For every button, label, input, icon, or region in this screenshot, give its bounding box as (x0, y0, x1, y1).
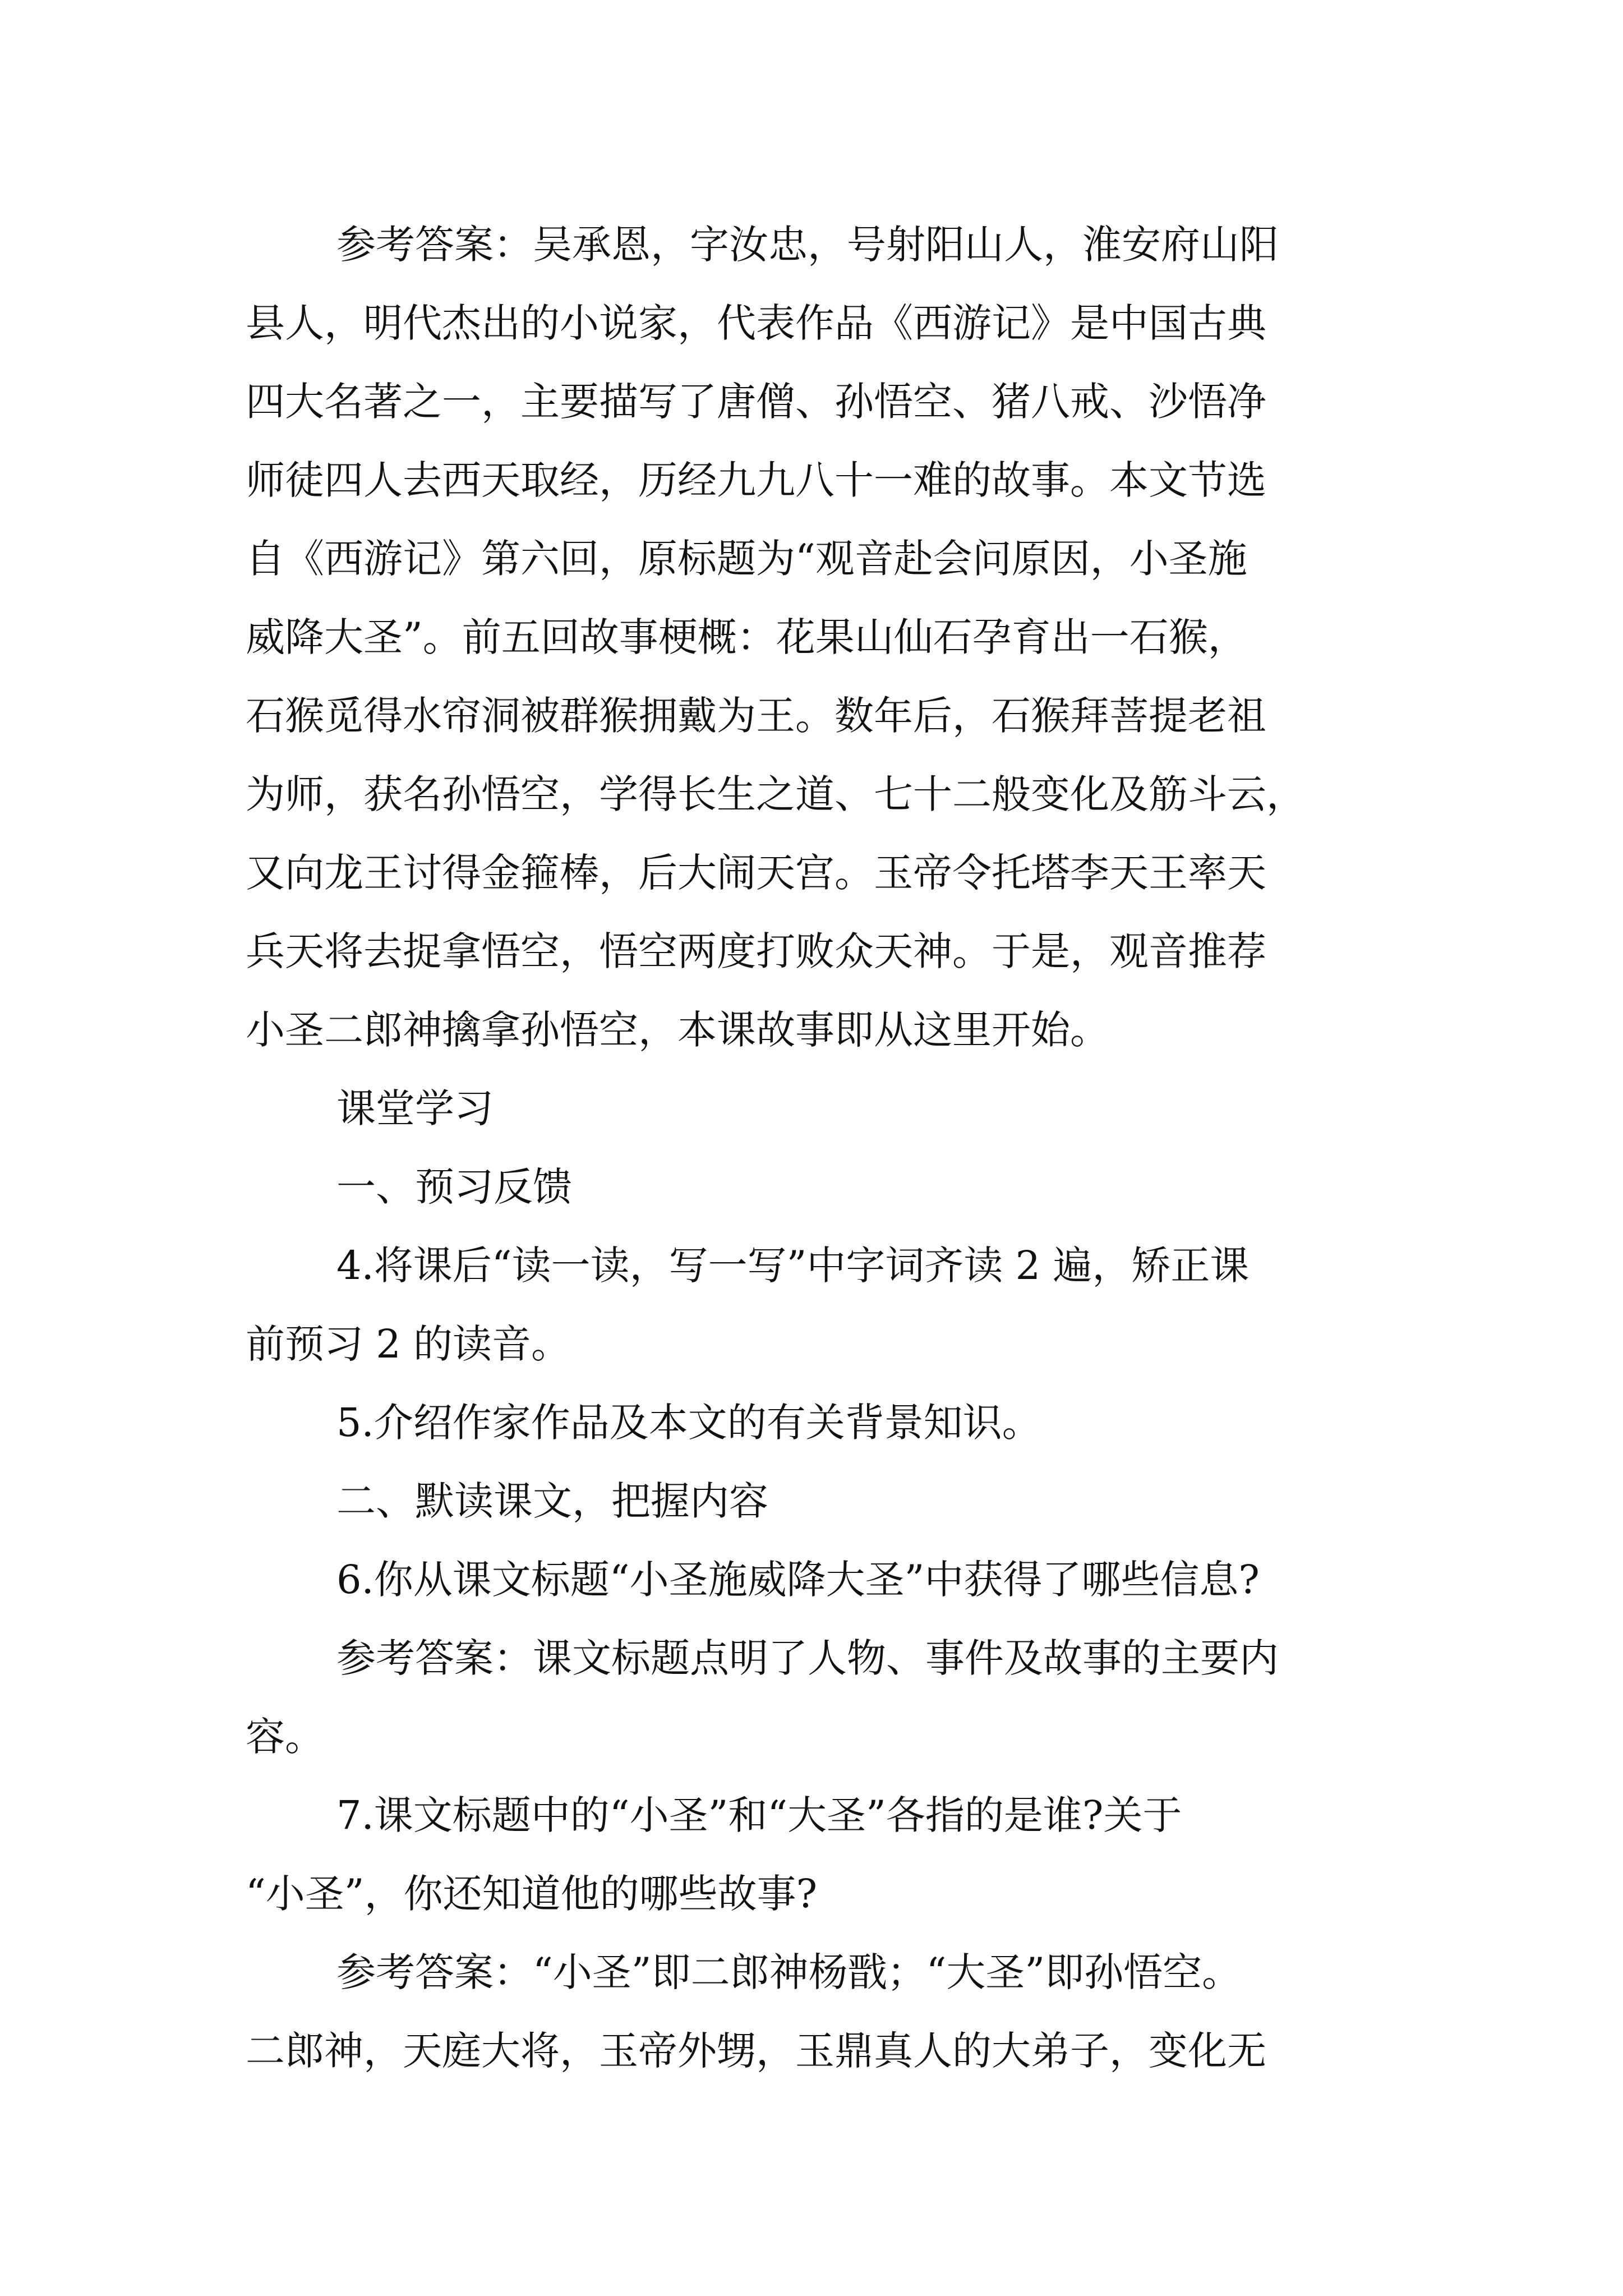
subsection-heading: 一、预习反馈 (336, 1164, 572, 1210)
text-line: 又向龙王讨得金箍棒，后大闹天宫。玉帝令托塔李天王率天 (246, 850, 1266, 896)
text-line: 石猴觅得水帘洞被群猴拥戴为王。数年后，石猴拜菩提老祖 (246, 693, 1266, 739)
text-line: 县人，明代杰出的小说家，代表作品《西游记》是中国古典 (246, 300, 1266, 346)
text-line: 兵天将去捉拿悟空，悟空两度打败众天神。于是，观音推荐 (246, 928, 1266, 974)
text-line: 前预习 2 的读音。 (246, 1321, 571, 1367)
text-line: 为师，获名孙悟空，学得长生之道、七十二般变化及筋斗云， (246, 771, 1306, 817)
subsection-heading: 二、默读课文，把握内容 (336, 1478, 768, 1524)
text-line: 威降大圣”。前五回故事梗概：花果山仙石孕育出一石猴， (246, 614, 1247, 660)
text-line: 四大名著之一，主要描写了唐僧、孙悟空、猪八戒、沙悟净 (246, 379, 1266, 425)
text-line: 二郎神，天庭大将，玉帝外甥，玉鼎真人的大弟子，变化无 (246, 2028, 1266, 2074)
section-heading: 课堂学习 (336, 1085, 494, 1131)
text-line: 师徒四人去西天取经，历经九九八十一难的故事。本文节选 (246, 457, 1266, 503)
text-line: 小圣二郎神擒拿孙悟空，本课故事即从这里开始。 (246, 1007, 1109, 1053)
question-6: 6.你从课文标题“小圣施威降大圣”中获得了哪些信息? (336, 1557, 1260, 1603)
text-line: 参考答案：吴承恩，字汝忠，号射阳山人，淮安府山阳 (336, 222, 1279, 268)
text-line: 自《西游记》第六回，原标题为“观音赴会问原因，小圣施 (246, 536, 1247, 582)
answer-6: 参考答案：课文标题点明了人物、事件及故事的主要内 (336, 1635, 1279, 1681)
question-4: 4.将课后“读一读，写一写”中字词齐读 2 遍，矫正课 (336, 1243, 1249, 1289)
text-line: 容。 (246, 1714, 324, 1760)
question-7: 7.课文标题中的“小圣”和“大圣”各指的是谁?关于 (336, 1792, 1182, 1838)
text-line: “小圣”，你还知道他的哪些故事? (246, 1871, 818, 1917)
answer-7: 参考答案：“小圣”即二郎神杨戬；“大圣”即孙悟空。 (336, 1949, 1242, 1995)
question-5: 5.介绍作家作品及本文的有关背景知识。 (336, 1400, 1041, 1446)
